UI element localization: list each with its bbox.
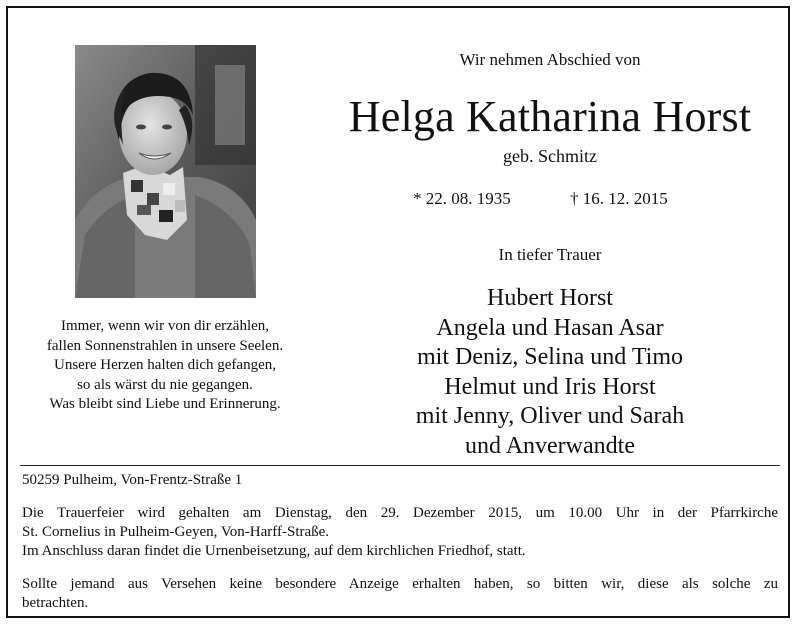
service-line: St. Cornelius in Pulheim-Geyen, Von-Harff-Straße. bbox=[22, 524, 330, 540]
mourner-line: Angela und Hasan Asar bbox=[436, 314, 664, 341]
closing-line: Sollte jemand aus Versehen keine besondere Anzeige erhalten haben, so bitten wir, diese als solche zu bbox=[22, 576, 778, 592]
mourner-line: und Anverwandte bbox=[465, 432, 635, 459]
mourner-line: Hubert Horst bbox=[487, 285, 613, 311]
divider bbox=[20, 465, 780, 466]
closing-notice bbox=[22, 575, 778, 613]
closing-line: betrachten. bbox=[22, 595, 89, 611]
poem-line: Was bleibt sind Liebe und Erinnerung. bbox=[49, 396, 281, 412]
poem-line: Unsere Herzen halten dich gefangen, bbox=[54, 357, 276, 373]
mourner-line: mit Jenny, Oliver und Sarah bbox=[415, 403, 685, 429]
birth-date: * 22. 08. 1935 bbox=[413, 189, 511, 208]
poem-line: fallen Sonnenstrahlen in unsere Seelen. bbox=[46, 337, 284, 354]
service-line: Die Trauerfeier wird gehalten am Dienstag, den 29. Dezember 2015, um 10.00 Uhr in der Pfarrkirche bbox=[22, 505, 778, 521]
portrait-photo bbox=[75, 45, 256, 298]
poem-line: so als wärst du nie gegangen. bbox=[77, 376, 253, 393]
intro-text: Wir nehmen Abschied von bbox=[459, 50, 641, 69]
mourning-intro: In tiefer Trauer bbox=[498, 245, 602, 264]
address: 50259 Pulheim, Von-Frentz-Straße 1 bbox=[22, 472, 243, 488]
service-line: Im Anschluss daran findet die Urnenbeisetzung, auf dem kirchlichen Friedhof, statt. bbox=[22, 543, 526, 559]
death-date: † 16. 12. 2015 bbox=[570, 189, 668, 208]
mourner-line: mit Deniz, Selina und Timo bbox=[416, 344, 683, 370]
mourner-line: Helmut und Iris Horst bbox=[444, 373, 656, 400]
service-notice bbox=[22, 504, 778, 561]
deceased-name: Helga Katharina Horst bbox=[348, 92, 752, 141]
poem bbox=[20, 317, 310, 415]
poem-line: Immer, wenn wir von dir erzählen, bbox=[60, 318, 270, 334]
maiden-name: geb. Schmitz bbox=[503, 146, 597, 166]
mourners-list bbox=[330, 284, 770, 461]
